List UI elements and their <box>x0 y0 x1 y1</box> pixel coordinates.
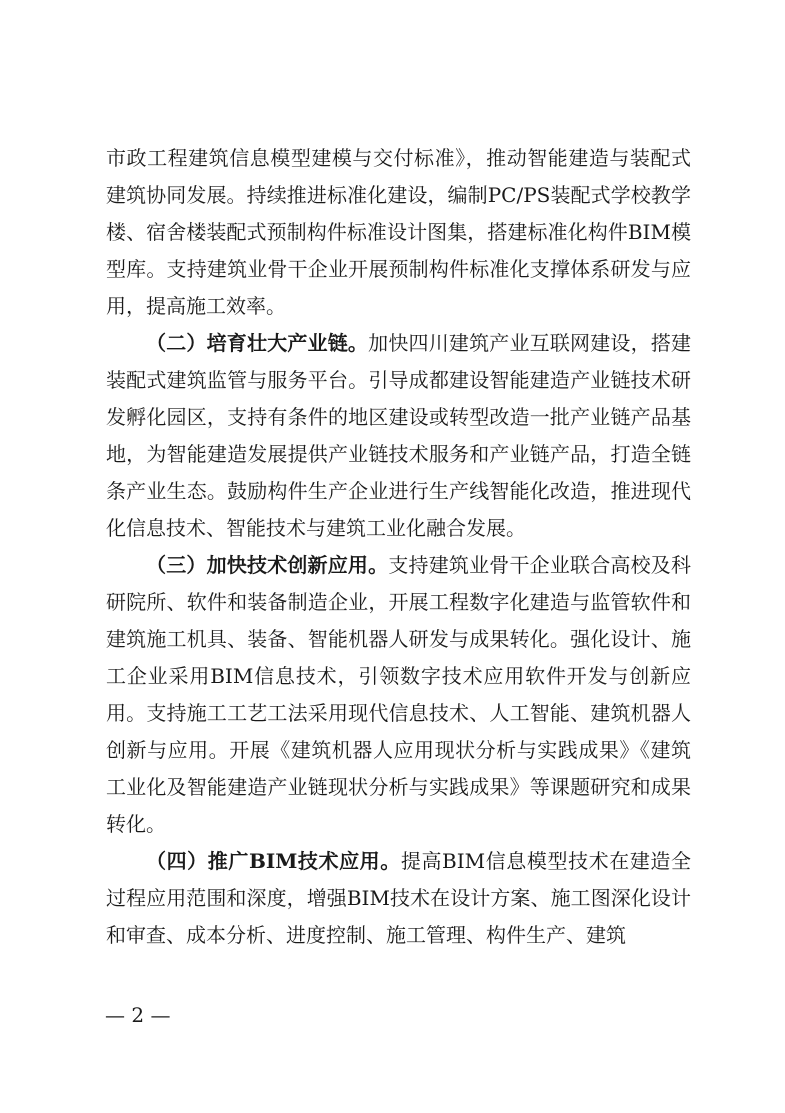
paragraph-bim-application <box>106 843 691 954</box>
paragraph-tech-innovation <box>106 547 691 843</box>
page-number: — 2 — <box>105 1003 171 1027</box>
paragraph-industry-chain <box>106 325 691 547</box>
paragraph-text: 提高BIM信息模型技术在建造全过程应用范围和深度，增强BIM技术在设计方案、施工图深化设计和审查、成本分析、进度控制、施工管理、构件生产、建筑 <box>106 849 692 947</box>
paragraph-text: 加快四川建筑产业互联网建设，搭建装配式建筑监管与服务平台。引导成都建设智能建造产业链技术研发孵化园区，支持有条件的地区建设或转型改造一批产业链产品基地，为智能建造发展提供产业链技术服务和产业链产品，打造全链条产业生态。鼓励构件生产企业进行生产线智能化改造，推进现代化信息技术、智能技术与建筑工业化融合发展。 <box>106 331 692 540</box>
paragraph-continuation <box>106 140 691 325</box>
paragraph-lead: （三）加快技术创新应用。 <box>146 553 389 577</box>
paragraph-text: 市政工程建筑信息模型建模与交付标准》，推动智能建造与装配式建筑协同发展。持续推进标准化建设，编制PC/PS装配式学校教学楼、宿舍楼装配式预制构件标准设计图集，搭建标准化构件BIM模型库。支持建筑业骨干企业开展预制构件标准化支撑体系研发与应用，提高施工效率。 <box>106 146 691 318</box>
paragraph-lead: （二）培育壮大产业链。 <box>146 331 369 355</box>
paragraph-text: 支持建筑业骨干企业联合高校及科研院所、软件和装备制造企业，开展工程数字化建造与监管软件和建筑施工机具、装备、智能机器人研发与成果转化。强化设计、施工企业采用BIM信息技术，引领数字技术应用软件开发与创新应用。支持施工工艺工法采用现代信息技术、人工智能、建筑机器人创新与应用。开展《建筑机器人应用现状分析与实践成果》《建筑工业化及智能建造产业链现状分析与实践成果》等课题研究和成果转化。 <box>106 553 692 836</box>
paragraph-lead: （四）推广BIM技术应用。 <box>146 849 401 873</box>
document-body <box>106 140 691 954</box>
